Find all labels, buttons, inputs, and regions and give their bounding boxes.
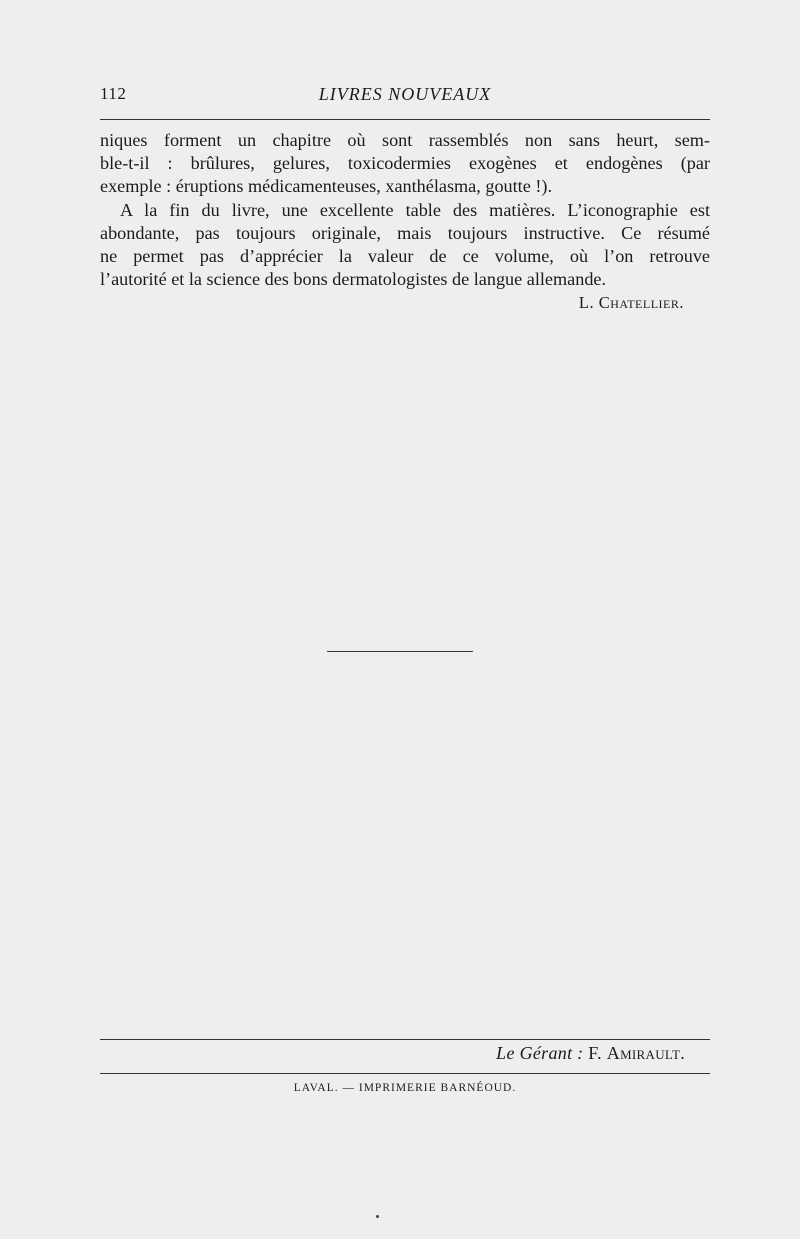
paragraph-2: [100, 199, 710, 292]
gerant-label: Le Gérant :: [496, 1043, 584, 1063]
text-line: l’autorité et la science des bons dermatologistes de langue allemande.: [100, 269, 607, 290]
paragraph-1: [100, 129, 710, 199]
signature-name: Chatellier.: [598, 293, 684, 313]
signature-initial: L.: [578, 293, 595, 313]
section-separator: [327, 651, 473, 652]
footer-rule-top: [100, 1039, 710, 1040]
text-line: ne permet pas d’apprécier la valeur de ce volume, où l’on retrouve: [100, 246, 710, 267]
printer-imprint: LAVAL. — IMPRIMERIE BARNÉOUD.: [293, 1082, 517, 1094]
running-head: [100, 84, 710, 114]
footer-rule-bottom: [100, 1073, 710, 1074]
author-signature: [100, 291, 710, 314]
text-line: A la fin du livre, une excellente table des matières. L’iconographie est: [120, 199, 710, 220]
text-line: ble-t-il : brûlures, gelures, toxicodermies exogènes et endogènes (par: [100, 153, 710, 174]
gerant-initial: F.: [588, 1043, 602, 1063]
gerant-line: [100, 1043, 685, 1064]
page-number: 112: [100, 84, 127, 103]
text-line: abondante, pas toujours originale, mais toujours instructive. Ce résumé: [100, 222, 710, 243]
body-text: [100, 129, 710, 315]
ink-speck: [376, 1215, 379, 1218]
text-line: exemple : éruptions médicamenteuses, xanthélasma, goutte !).: [100, 176, 553, 197]
text-line: niques forment un chapitre où sont rassemblés non sans heurt, sem-: [100, 130, 710, 150]
gerant-name: Amirault.: [606, 1043, 685, 1063]
header-rule: [100, 119, 710, 120]
running-title: LIVRES NOUVEAUX: [318, 84, 492, 104]
